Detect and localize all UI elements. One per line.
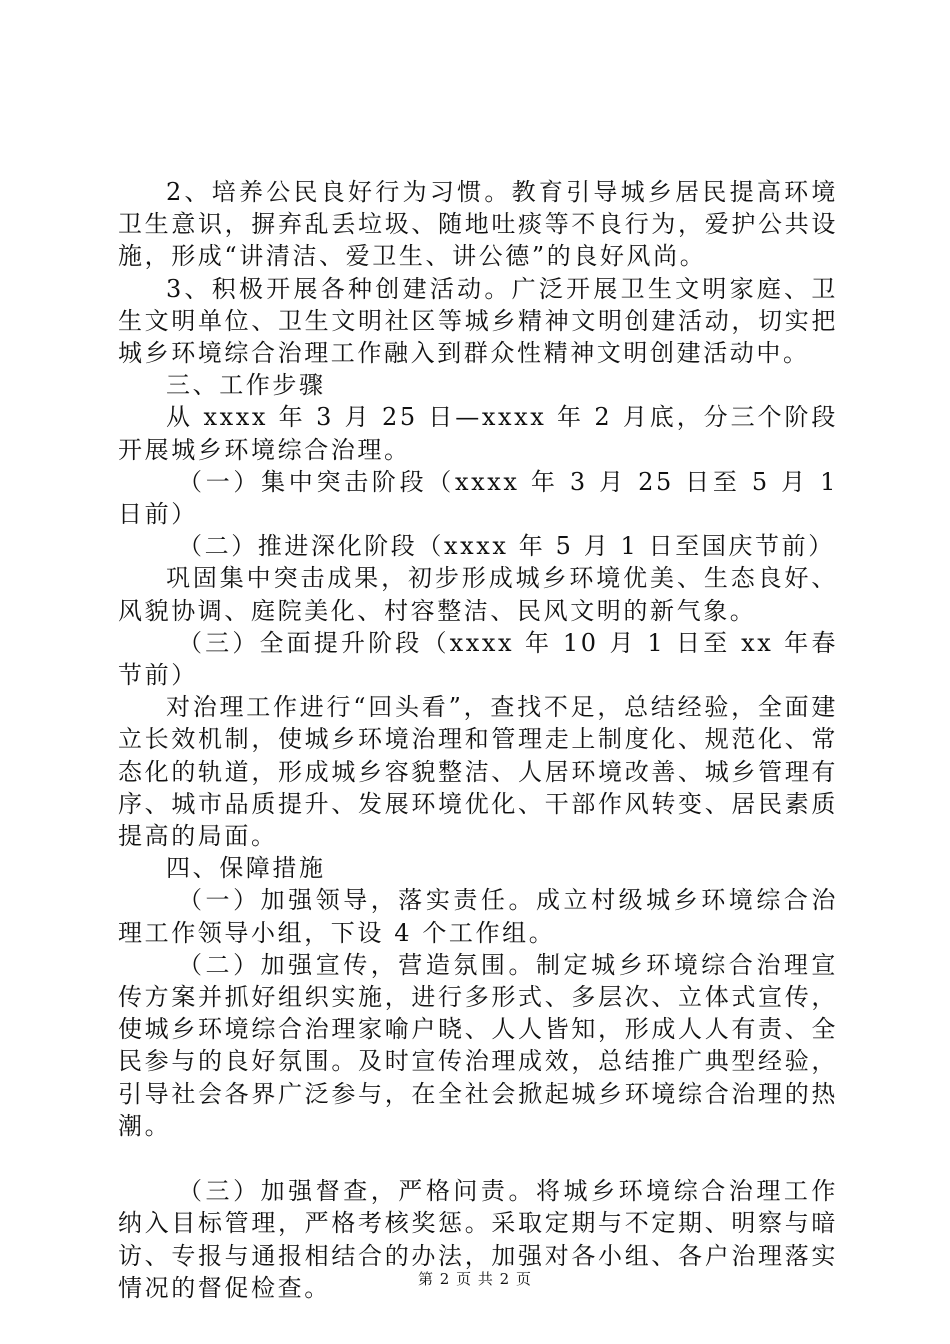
document-body — [118, 176, 838, 1304]
stage-two-heading: （二）推进深化阶段（xxxx 年 5 月 1 日至国庆节前） — [178, 532, 835, 561]
paragraph-habits: 2、培养公民良好行为习惯。教育引导城乡居民提高环境卫生意识，摒弃乱丢垃圾、随地吐痰等不良行为，爱护公共设施，形成“讲清洁、爱卫生、讲公德”的良好风尚。 — [118, 178, 838, 271]
paragraph-activities: 3、积极开展各种创建活动。广泛开展卫生文明家庭、卫生文明单位、卫生文明社区等城乡精神文明创建活动，切实把城乡环境综合治理工作融入到群众性精神文明创建活动中。 — [118, 274, 838, 368]
paragraph-gap — [118, 1142, 838, 1175]
stage-three-heading: （三）全面提升阶段（xxxx 年 10 月 1 日至 xx 年春节前） — [118, 628, 838, 690]
page-footer: 第 2 页 共 2 页 — [418, 1270, 532, 1288]
section-heading-measures: 四、保障措施 — [166, 854, 326, 883]
paragraph-measure-publicity: （二）加强宣传，营造氛围。制定城乡环境综合治理宣传方案并抓好组织实施，进行多形式、多层次、立体式宣传，使城乡环境综合治理家喻户晓、人人皆知，形成人人有责、全民参与的良好氛围。及时宣传治理成效，总结推广典型经验，引导社会各界广泛参与，在全社会掀起城乡环境综合治理的热潮。 — [118, 950, 838, 1140]
section-heading-steps: 三、工作步骤 — [166, 371, 326, 400]
paragraph-measure-supervision: （三）加强督查，严格问责。将城乡环境综合治理工作纳入目标管理，严格考核奖惩。采取定期与不定期、明察与暗访、专报与通报相结合的办法，加强对各小组、各户治理落实情况的督促检查。 — [118, 1177, 838, 1302]
paragraph-stage-three: 对治理工作进行“回头看”，查找不足，总结经验，全面建立长效机制，使城乡环境治理和管理走上制度化、规范化、常态化的轨道，形成城乡容貌整洁、人居环境改善、城乡管理有序、城市品质提升、发展环境优化、干部作风转变、居民素质提高的局面。 — [118, 693, 838, 851]
stage-one-heading: （一）集中突击阶段（xxxx 年 3 月 25 日至 5 月 1 日前） — [118, 467, 838, 529]
paragraph-measure-leadership: （一）加强领导，落实责任。成立村级城乡环境综合治理工作领导小组，下设 4 个工作组。 — [118, 886, 838, 947]
paragraph-stage-two: 巩固集中突击成果，初步形成城乡环境优美、生态良好、风貌协调、庭院美化、村容整洁、民风文明的新气象。 — [118, 564, 838, 625]
paragraph-steps-intro: 从 xxxx 年 3 月 25 日—xxxx 年 2 月底，分三个阶段开展城乡环境综合治理。 — [118, 403, 838, 464]
